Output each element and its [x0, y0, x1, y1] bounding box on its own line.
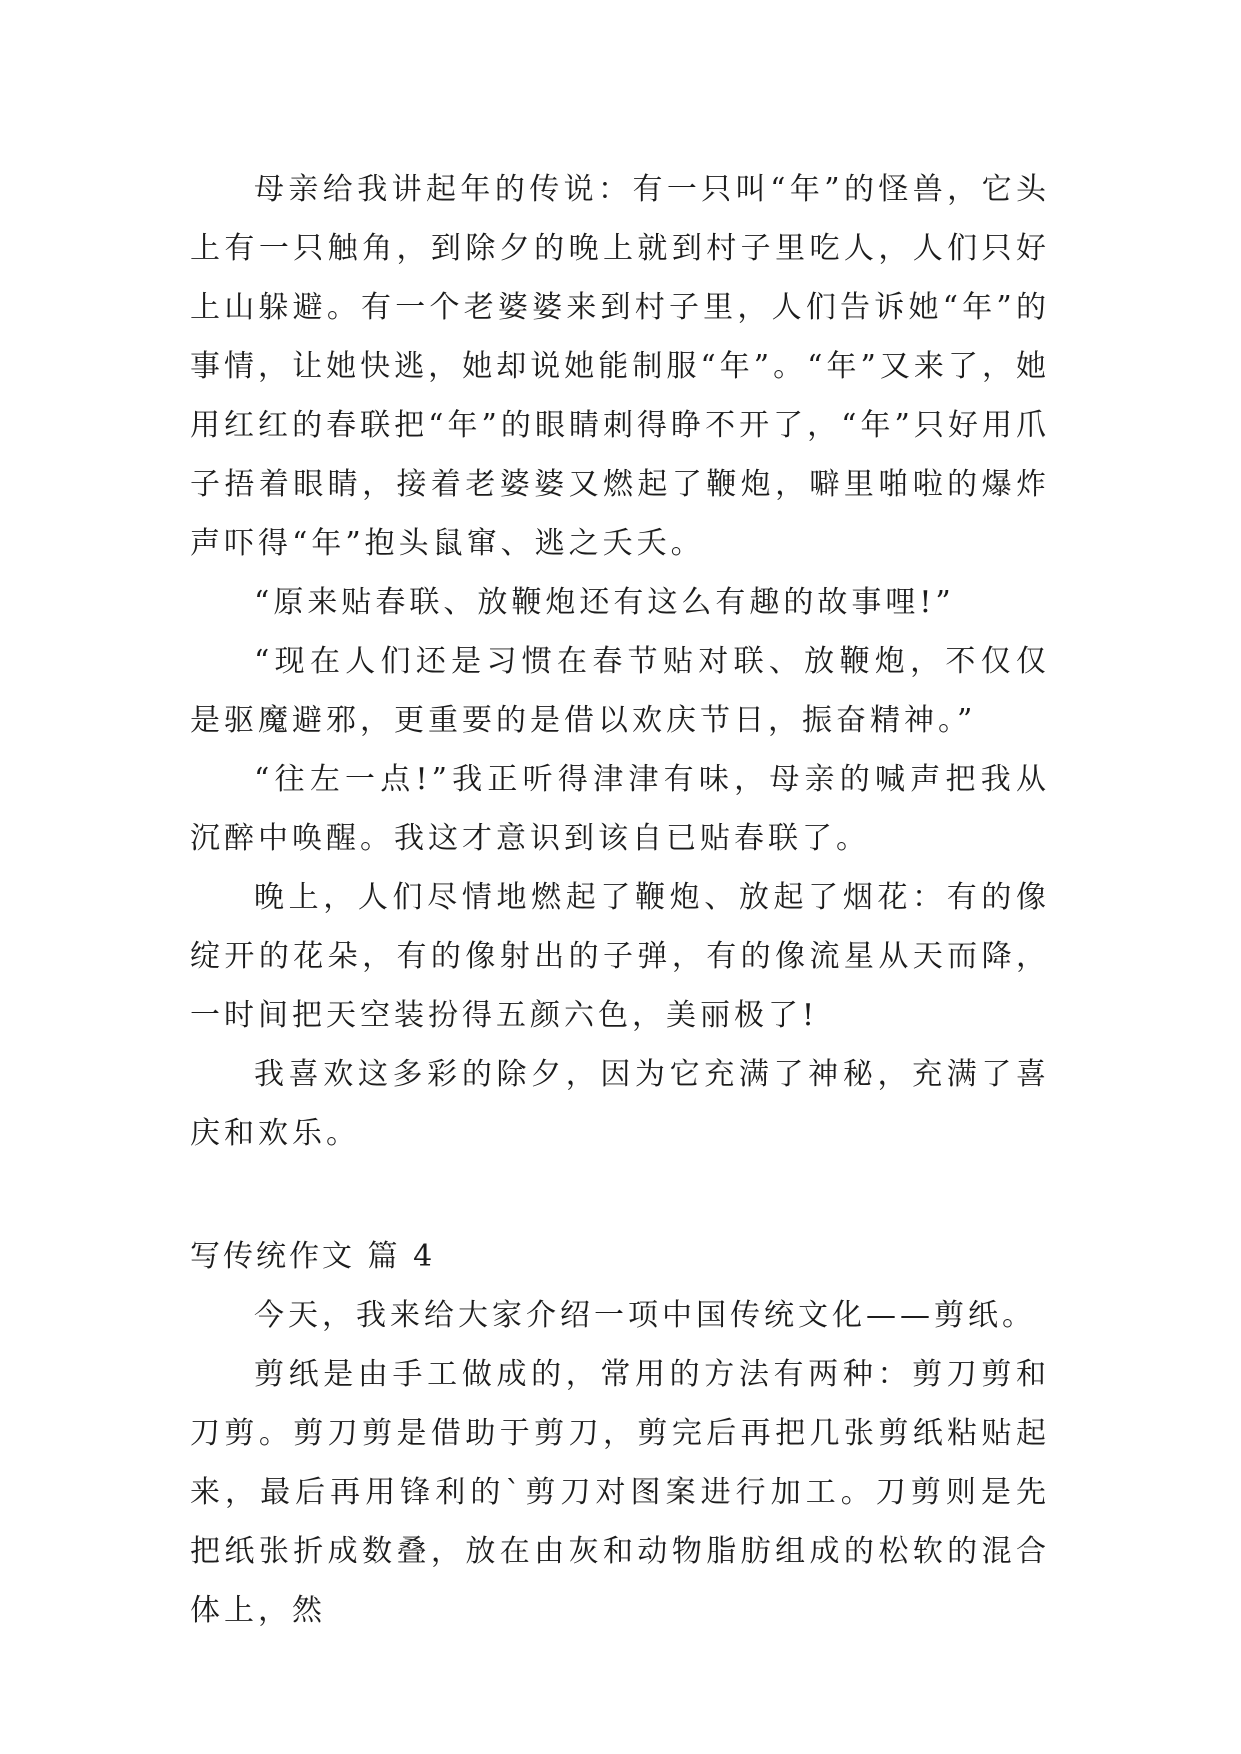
paragraph-fireworks: 晚上，人们尽情地燃起了鞭炮、放起了烟花：有的像绽开的花朵，有的像射出的子弹，有的像流星从天而降，一时间把天空装扮得五颜六色，美丽极了!	[190, 880, 1050, 1033]
section-title: 写传统作文 篇 4	[190, 1239, 436, 1274]
paragraph-dialogue-2: “现在人们还是习惯在春节贴对联、放鞭炮，不仅仅是驱魔避邪，更重要的是借以欢庆节日，振奋精神。”	[190, 644, 1050, 738]
section-spacer	[190, 1163, 1050, 1227]
paragraph-dialogue-1: “原来贴春联、放鞭炮还有这么有趣的故事哩!”	[254, 585, 955, 620]
paragraph-conclusion: 我喜欢这多彩的除夕，因为它充满了神秘，充满了喜庆和欢乐。	[190, 1057, 1050, 1151]
paragraph-dialogue-3: “往左一点!”我正听得津津有味，母亲的喊声把我从沉醉中唤醒。我这才意识到该自已贴春联了。	[190, 762, 1050, 856]
paragraph-legend-of-nian: 母亲给我讲起年的传说：有一只叫“年”的怪兽，它头上有一只触角，到除夕的晚上就到村子里吃人，人们只好上山躲避。有一个老婆婆来到村子里，人们告诉她“年”的事情，让她快逃，她却说她能制服“年”。“年”又来了，她用红红的春联把“年”的眼睛刺得睁不开了，“年”只好用爪子捂着眼睛，接着老婆婆又燃起了鞭炮，噼里啪啦的爆炸声吓得“年”抱头鼠窜、逃之夭夭。	[190, 172, 1050, 561]
paragraph-intro-paper-cutting: 今天，我来给大家介绍一项中国传统文化——剪纸。	[254, 1298, 1036, 1333]
document-page	[190, 160, 1050, 1640]
paragraph-paper-cutting-methods: 剪纸是由手工做成的，常用的方法有两种：剪刀剪和刀剪。剪刀剪是借助于剪刀，剪完后再把几张剪纸粘贴起来，最后再用锋利的`剪刀对图案进行加工。刀剪则是先把纸张折成数叠，放在由灰和动物脂肪组成的松软的混合体上，然	[190, 1357, 1050, 1628]
